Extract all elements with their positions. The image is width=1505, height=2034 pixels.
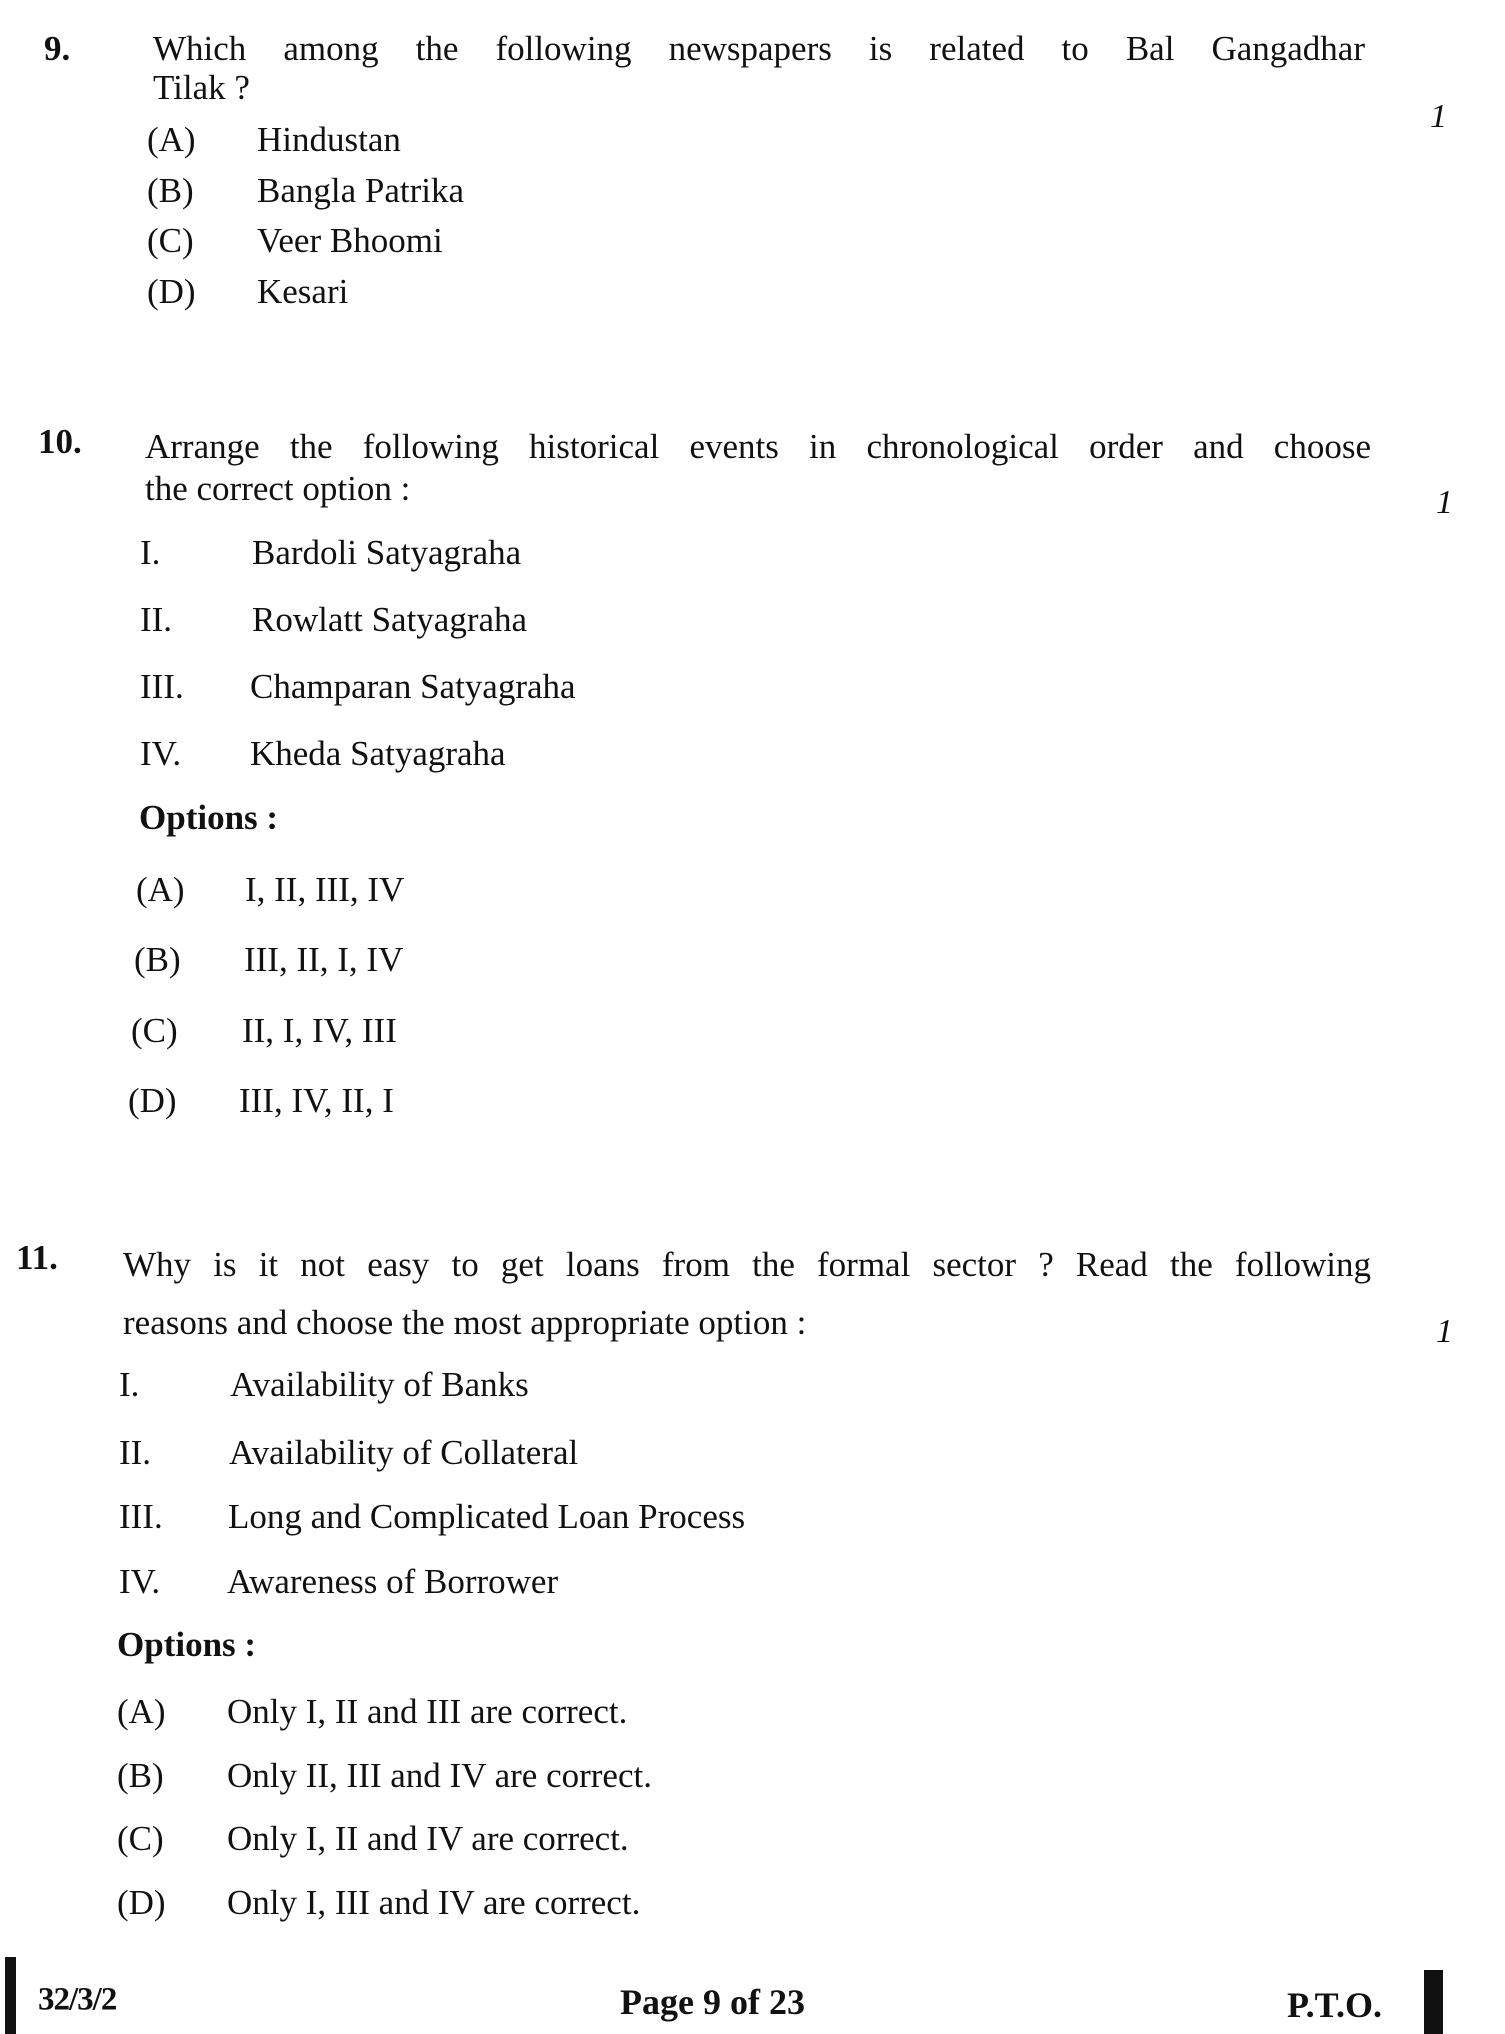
option-label: (C) [147, 221, 194, 260]
item-text: Availability of Banks [230, 1365, 529, 1404]
option-label: (D) [147, 272, 196, 311]
option-label: (D) [128, 1081, 177, 1120]
option-text: I, II, III, IV [245, 870, 405, 909]
item-label: II. [140, 600, 173, 639]
option-text: Kesari [257, 272, 349, 311]
item-text: Kheda Satyagraha [250, 734, 506, 773]
option-label: (C) [117, 1819, 164, 1858]
pto-label: P.T.O. [1287, 1985, 1383, 2025]
question-number: 9. [44, 29, 71, 68]
option-label: (B) [117, 1756, 164, 1795]
options-heading: Options : [117, 1625, 257, 1664]
item-label: III. [140, 667, 184, 706]
option-label: (A) [136, 870, 185, 909]
option-text: Only II, III and IV are correct. [227, 1756, 652, 1795]
option-label: (C) [131, 1011, 178, 1050]
question-text: Arrange the following historical events in chronological order and choose [145, 427, 1371, 466]
option-text: II, I, IV, III [242, 1011, 397, 1050]
item-text: Rowlatt Satyagraha [252, 600, 528, 639]
item-text: Bardoli Satyagraha [252, 533, 522, 572]
marks: 1 [1436, 484, 1453, 521]
question-text: reasons and choose the most appropriate option : [123, 1303, 807, 1342]
option-label: (A) [147, 120, 196, 159]
marks: 1 [1436, 1313, 1453, 1350]
item-label: I. [140, 533, 161, 572]
marks: 1 [1430, 98, 1447, 135]
item-text: Champaran Satyagraha [250, 667, 576, 706]
option-label: (A) [117, 1692, 166, 1731]
options-heading: Options : [139, 798, 279, 837]
option-label: (B) [147, 171, 194, 210]
question-text: the correct option : [145, 469, 411, 508]
footer-bar-right [1424, 1970, 1443, 2034]
option-text: III, II, I, IV [244, 940, 404, 979]
option-text: Hindustan [257, 120, 401, 159]
option-text: III, IV, II, I [239, 1081, 394, 1120]
item-label: III. [119, 1497, 163, 1536]
item-label: I. [119, 1365, 140, 1404]
item-text: Availability of Collateral [229, 1433, 579, 1472]
item-label: II. [119, 1433, 152, 1472]
option-text: Only I, III and IV are correct. [227, 1883, 641, 1922]
question-number: 10. [38, 422, 82, 461]
question-text: Which among the following newspapers is related to Bal Gangadhar [153, 29, 1365, 68]
option-text: Bangla Patrika [257, 171, 465, 210]
paper-code: 32/3/2 [38, 1981, 117, 2018]
item-label: IV. [140, 734, 182, 773]
item-label: IV. [119, 1562, 161, 1601]
question-text: Tilak ? [153, 68, 250, 107]
footer-bar-left [5, 1957, 16, 2034]
question-text: Why is it not easy to get loans from the formal sector ? Read the following [123, 1245, 1371, 1284]
option-text: Only I, II and IV are correct. [227, 1819, 629, 1858]
item-text: Awareness of Borrower [227, 1562, 559, 1601]
option-label: (D) [117, 1883, 166, 1922]
page-number: Page 9 of 23 [620, 1982, 805, 2022]
option-text: Veer Bhoomi [257, 221, 443, 260]
option-label: (B) [134, 940, 181, 979]
option-text: Only I, II and III are correct. [227, 1692, 628, 1731]
item-text: Long and Complicated Loan Process [228, 1497, 746, 1536]
question-number: 11. [16, 1238, 58, 1277]
